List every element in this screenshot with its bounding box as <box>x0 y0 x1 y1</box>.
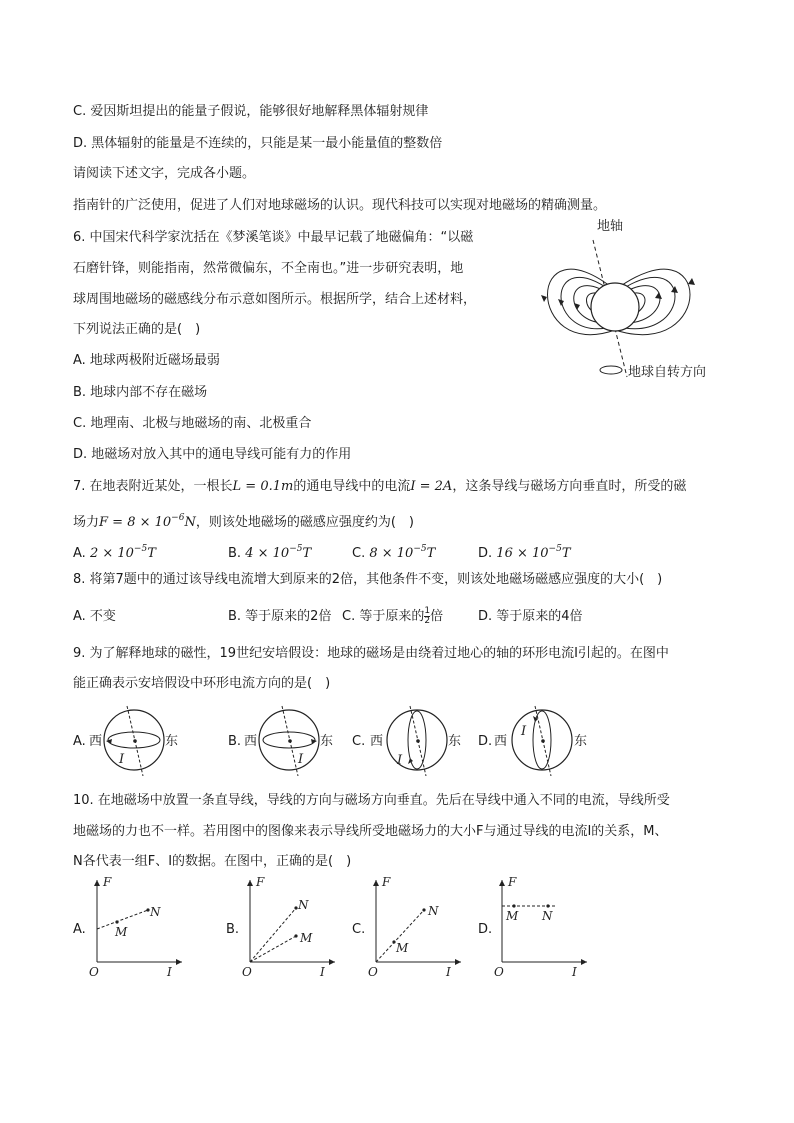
q9-option-d[interactable]: D. 西 东 I <box>478 704 618 776</box>
svg-text:O: O <box>242 965 252 978</box>
q6-option-b[interactable]: B. 地球内部不存在磁场 <box>73 385 208 400</box>
graph-a <box>87 872 187 978</box>
q10-line-2: 地磁场的力也不一样。若用图中的图像来表示导线所受地磁场力的大小F与通过导线的电流I的关系，M、 <box>73 824 668 839</box>
svg-text:O: O <box>494 965 504 978</box>
svg-text:I: I <box>119 752 125 767</box>
earth-axis-label: 地轴 <box>597 219 624 234</box>
intro-paragraph: 指南针的广泛使用，促进了人们对地球磁场的认识。现代科技可以实现对地磁场的精确测量。 <box>73 198 607 213</box>
svg-text:I: I <box>521 724 527 739</box>
q7-option-c[interactable]: C. $8 \times 10^{-5}T$ <box>352 544 436 561</box>
earth-magnetic-field-figure <box>515 212 730 387</box>
svg-text:M: M <box>300 931 313 945</box>
svg-text:F: F <box>382 875 391 889</box>
q6-line-3: 球周围地磁场的磁感线分布示意如图所示。根据所学，结合上述材料， <box>73 292 477 307</box>
globe-b-icon <box>258 704 320 776</box>
q10-option-b[interactable]: B. F I O N M <box>226 872 336 982</box>
svg-text:M: M <box>396 941 409 955</box>
instruction-text: 请阅读下述文字，完成各小题。 <box>73 166 256 181</box>
svg-text:I: I <box>572 965 577 978</box>
q9-option-b[interactable]: B. 西 东 I <box>228 704 368 776</box>
globe-c-icon <box>386 704 448 776</box>
svg-text:I: I <box>167 965 172 978</box>
q6-line-4: 下列说法正确的是( ) <box>73 322 201 337</box>
q8-option-c[interactable]: C. 等于原来的 $\frac{1}{2}$ 倍 <box>342 606 444 626</box>
q9-line-1: 9. 为了解释地球的磁性，19世纪安培假设：地球的磁场是由绕着过地心的轴的环形电流I引起的。在图中 <box>73 646 669 661</box>
svg-text:F: F <box>508 875 517 889</box>
q6-option-c[interactable]: C. 地理南、北极与地磁场的南、北极重合 <box>73 416 312 431</box>
option-c-text: C. 爱因斯坦提出的能量子假说，能够很好地解释黑体辐射规律 <box>73 104 429 119</box>
q8-option-a[interactable]: A. 不变 <box>73 609 116 624</box>
svg-text:N: N <box>150 905 161 919</box>
svg-text:I: I <box>320 965 325 978</box>
q10-option-a[interactable]: A. F I O M N <box>73 872 183 982</box>
svg-text:I: I <box>298 752 304 767</box>
q7-option-d[interactable]: D. $16 \times 10^{-5}T$ <box>478 544 571 561</box>
svg-text:F: F <box>256 875 265 889</box>
svg-text:F: F <box>103 875 112 889</box>
svg-text:I: I <box>397 753 403 768</box>
globe-a-icon <box>103 704 165 776</box>
svg-text:O: O <box>368 965 378 978</box>
svg-text:N: N <box>542 909 553 923</box>
svg-text:N: N <box>428 904 439 918</box>
svg-text:M: M <box>115 925 128 939</box>
svg-text:O: O <box>89 965 99 978</box>
q10-option-c[interactable]: C. F I O M N <box>352 872 462 982</box>
svg-text:I: I <box>446 965 451 978</box>
svg-text:N: N <box>298 898 309 912</box>
globe-d-icon <box>511 704 573 776</box>
q7-line-1: 7. 在地表附近某处，一根长L = 0.1m的通电导线中的电流I = 2A，这条导线与磁场方向垂直时，所受的磁 <box>73 479 687 494</box>
q10-line-3: N各代表一组F、I的数据。在图中，正确的是( ) <box>73 854 352 869</box>
graph-b <box>240 872 340 978</box>
q7-line-2: 场力$F = 8 \times 10^{-6}N$，则该处地磁场的磁感应强度约为( ) <box>73 513 414 530</box>
q8-line-1: 8. 将第7题中的通过该导线电流增大到原来的2倍，其他条件不变，则该处地磁场磁感应强度的大小( ) <box>73 572 663 587</box>
svg-text:M: M <box>506 909 519 923</box>
q9-option-c[interactable]: C. 西 东 I <box>352 704 492 776</box>
q6-line-1: 6. 中国宋代科学家沈括在《梦溪笔谈》中最早记载了地磁偏角：“以磁 <box>73 230 474 245</box>
option-d-text: D. 黑体辐射的能量是不连续的，只能是某一最小能量值的整数倍 <box>73 136 443 151</box>
q7-option-b[interactable]: B. $4 \times 10^{-5}T$ <box>228 544 312 561</box>
q10-line-1: 10. 在地磁场中放置一条直导线，导线的方向与磁场方向垂直。先后在导线中通入不同的电流，导线所受 <box>73 793 670 808</box>
graph-d <box>492 872 592 978</box>
q6-option-a[interactable]: A. 地球两极附近磁场最弱 <box>73 353 220 368</box>
q6-line-2: 石磨针锋，则能指南，然常微偏东，不全南也。”进一步研究表明，地 <box>73 261 464 276</box>
q8-option-b[interactable]: B. 等于原来的2倍 <box>228 609 332 624</box>
q9-line-2: 能正确表示安培假设中环形电流方向的是( ) <box>73 676 331 691</box>
q6-option-d[interactable]: D. 地磁场对放入其中的通电导线可能有力的作用 <box>73 447 352 462</box>
q8-option-d[interactable]: D. 等于原来的4倍 <box>478 609 583 624</box>
graph-c <box>366 872 466 978</box>
q10-option-d[interactable]: D. F I O M N <box>478 872 588 982</box>
earth-rotation-label: 地球自转方向 <box>628 365 707 380</box>
q7-option-a[interactable]: A. $2 \times 10^{-5}T$ <box>73 544 156 561</box>
q9-option-a[interactable]: A. 西 东 I <box>73 704 213 776</box>
